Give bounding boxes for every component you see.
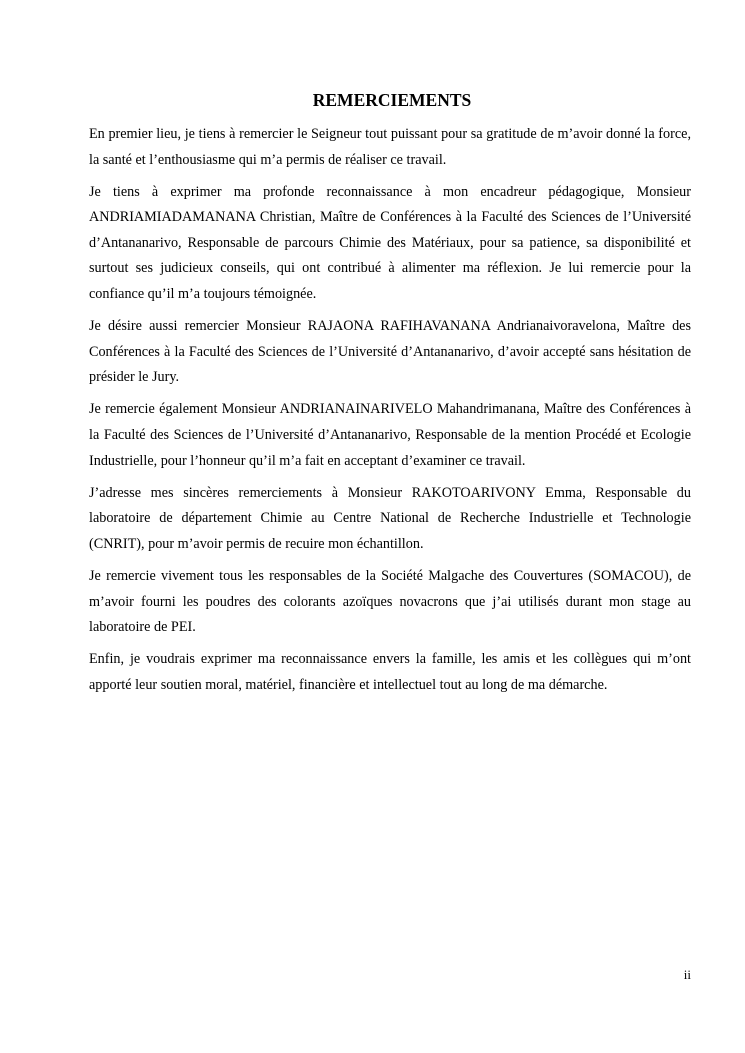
page-title: REMERCIEMENTS — [312, 90, 472, 110]
paragraph-4: Je remercie également Monsieur ANDRIANAINARIVELO Mahandrimanana, Maître des Conférences à la Faculté des Sciences de l’Université d’Antananarivo, Responsable de la mention Procédé et Ecologie Industrielle, pour l’honneur qu’il m’a fait en acceptant d’examiner ce travail. — [89, 401, 691, 469]
paragraph-6: Je remercie vivement tous les responsables de la Société Malgache des Couvertures (SOMACOU), de m’avoir fourni les poudres des colorants azoïques novacrons que j’ai utilisés durant mon stage au laboratoire de PEI. — [89, 568, 691, 636]
document-page — [89, 88, 691, 705]
paragraph-2: Je tiens à exprimer ma profonde reconnaissance à mon encadreur pédagogique, Monsieur ANDRIAMIADAMANANA Christian, Maître de Conférences à la Faculté des Sciences de l’Université d’Antananarivo, Responsable de parcours Chimie des Matériaux, pour sa patience, sa disponibilité et surtout ses judicieux conseils, qui ont contribué à alimenter ma réflexion. Je lui remercie pour la confiance qu’il m’a toujours témoignée. — [89, 183, 691, 303]
paragraph-3: Je désire aussi remercier Monsieur RAJAONA RAFIHAVANANA Andrianaivoravelona, Maître des Conférences à la Faculté des Sciences de l’Université d’Antananarivo, d’avoir accepté sans hésitation de présider le Jury. — [89, 318, 691, 386]
paragraph-7: Enfin, je voudrais exprimer ma reconnaissance envers la famille, les amis et les collègues qui m’ont apporté leur soutien moral, matériel, financière et intellectuel tout au long de ma démarche. — [89, 651, 691, 693]
paragraph-5: J’adresse mes sincères remerciements à Monsieur RAKOTOARIVONY Emma, Responsable du laboratoire de département Chimie au Centre National de Recherche Industrielle et Technologie (CNRIT), pour m’avoir permis de recuire mon échantillon. — [89, 484, 691, 552]
page-number: ii — [683, 967, 691, 982]
paragraph-1: En premier lieu, je tiens à remercier le Seigneur tout puissant pour sa gratitude de m’avoir donné la force, la santé et l’enthousiasme qui m’a permis de réaliser ce travail. — [89, 126, 691, 168]
